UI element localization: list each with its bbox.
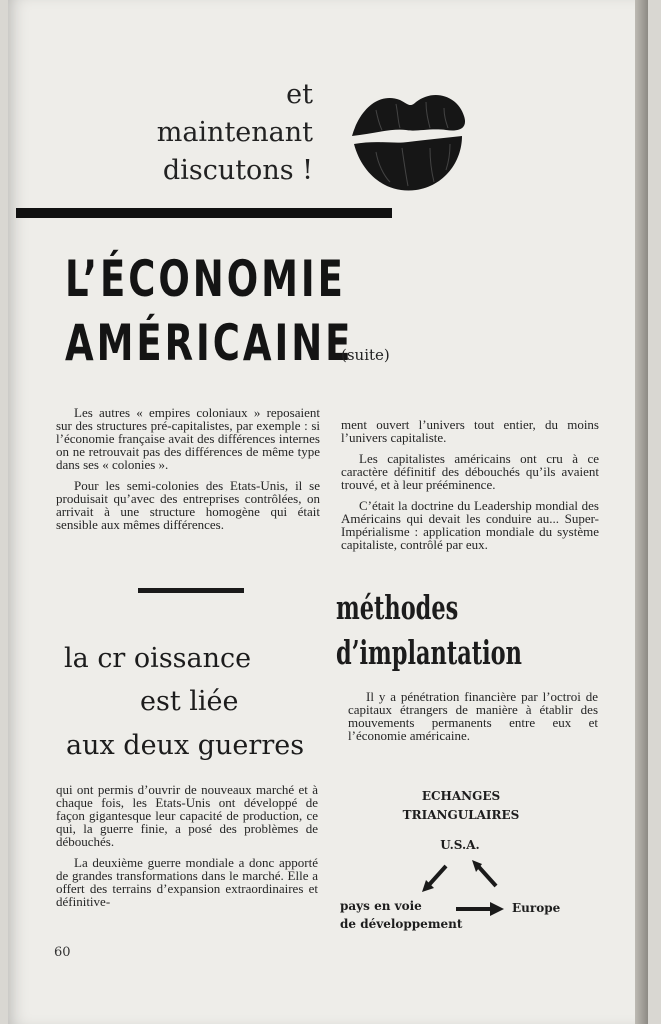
page-edge (635, 0, 648, 1024)
text-column-right-top (341, 418, 599, 559)
diagram-arrows-up (418, 858, 508, 898)
paragraph: Les autres « empires coloniaux » reposaient sur des structures pré-capitalistes, par exemple : si l’économie française avait des différences internes on ne retrouvait pas des différences de même type dans ses « colonies ». (56, 405, 320, 472)
text-column-right-bottom (348, 690, 598, 750)
kicker-line-2: maintenant (156, 117, 313, 148)
paragraph: C’était la doctrine du Leadership mondial des Américains qui devait les conduire au... Super-Impérialisme : application mondiale du système capitaliste, contrôlé par eux. (341, 498, 599, 552)
kicker-line-1: et (286, 79, 313, 110)
page-number: 60 (54, 945, 71, 960)
headline-line-1: L’ÉCONOMIE (65, 250, 346, 308)
paragraph: Pour les semi-colonies des Etats-Unis, il se produisait qu’avec des entreprises contrôlées, on arrivait à une structure homogène qui était sensible aux mêmes différences. (56, 478, 320, 532)
diagram-title-2: TRIANGULAIRES (402, 808, 520, 822)
section-heading-croissance-1: la cr oissance (64, 643, 252, 674)
section-heading-methodes-1: méthodes (336, 588, 459, 627)
suite-label: (suite) (341, 346, 390, 364)
kicker-line-3: discutons ! (162, 155, 313, 186)
diagram-title-1: ECHANGES (421, 789, 501, 803)
diagram-arrow-right (454, 900, 506, 918)
section-heading-croissance-3: aux deux guerres (66, 730, 305, 761)
section-heading-methodes-2: d’implantation (336, 633, 522, 672)
lips-print-image (346, 86, 470, 194)
paragraph: Les capitalistes américains ont cru à ce caractère définitif des débouchés qu’ils avaient trouvé, et à leur prééminence. (341, 451, 599, 492)
diagram-node-right: Europe (512, 901, 561, 915)
paragraph: La deuxième guerre mondiale a donc apporté de grandes transformations dans le marché. Elle a offert des terrains d’expansion extraordinaires et définitive- (56, 855, 318, 909)
section-rule (138, 588, 244, 593)
diagram-node-left-1: pays en voie (340, 899, 422, 913)
headline-line-2: AMÉRICAINE (65, 314, 354, 372)
section-heading-croissance-2: est liée (140, 686, 239, 717)
paragraph: qui ont permis d’ouvrir de nouveaux marché et à chaque fois, les Etats-Unis ont développé de façon gigantesque leur capacité de production, ce qui, la guerre finie, a posé des problèmes de débouchés. (56, 782, 318, 849)
text-column-left-top (56, 406, 320, 539)
text-column-left-bottom (56, 783, 318, 916)
paragraph: ment ouvert l’univers tout entier, du moins l’univers capitaliste. (341, 417, 599, 445)
paragraph: Il y a pénétration financière par l’octroi de capitaux étrangers de manière à établir des mouvements permanents entre eux et l’économie américaine. (348, 689, 598, 743)
diagram-node-usa: U.S.A. (440, 838, 480, 852)
magazine-page (8, 0, 648, 1024)
diagram-node-left-2: de développement (340, 917, 463, 931)
top-rule (16, 208, 392, 218)
